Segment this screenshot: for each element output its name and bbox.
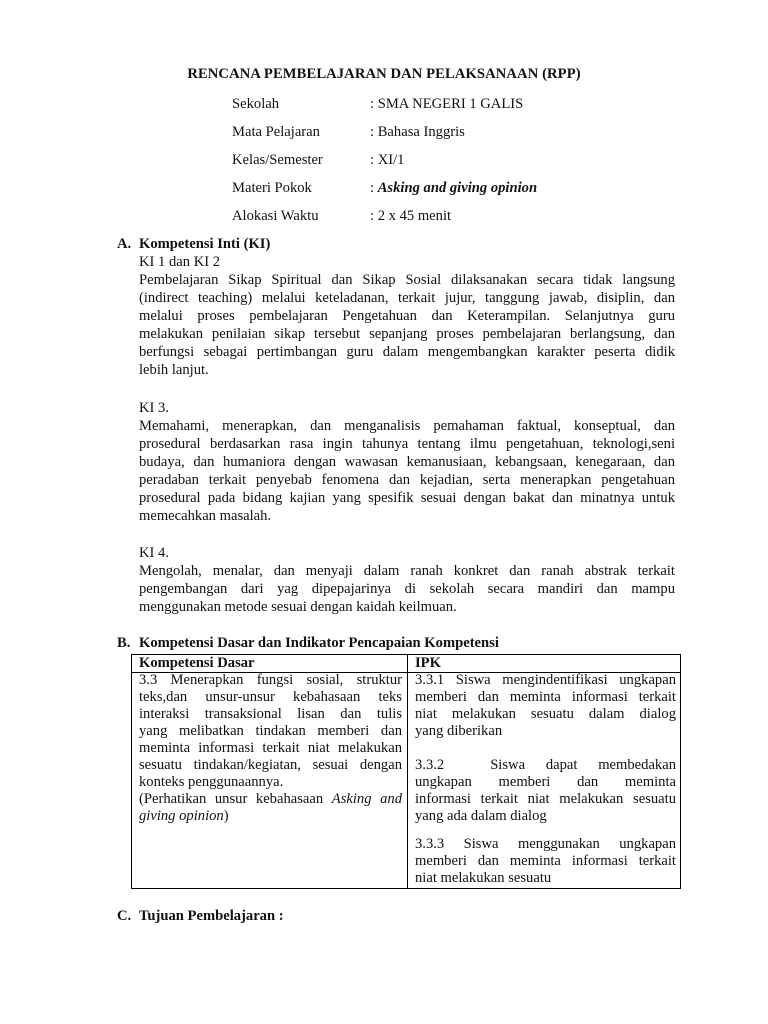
table-header-ipk: IPK	[415, 655, 441, 671]
ipk-line: ungkapan memberi dan meminta	[415, 774, 676, 790]
kd-note-line	[139, 791, 402, 808]
table-header-kd: Kompetensi Dasar	[139, 655, 255, 671]
meta-value	[370, 180, 537, 197]
meta-label: Alokasi Waktu	[232, 208, 319, 224]
ki4-line: Mengolah, menalar, dan menyaji dalam ranah konkret dan ranah abstrak terkait	[139, 563, 675, 579]
ipk-line: memberi dan meminta informasi terkait	[415, 853, 676, 869]
kd-line: konteks penggunaannya.	[139, 774, 284, 790]
ki3-line: memecahkan masalah.	[139, 508, 272, 524]
ipk-line	[415, 757, 676, 774]
section-c-letter: C.	[117, 908, 132, 924]
ipk-number: 3.3.2	[415, 757, 445, 773]
ipk-line: yang diberikan	[415, 723, 503, 739]
kd-note-italic: giving opinion	[139, 808, 224, 824]
meta-value: : XI/1	[370, 152, 405, 168]
section-b-letter: B.	[117, 635, 131, 651]
kd-line: sesuatu tindakan/kegiatan, sesuai dengan	[139, 757, 402, 773]
ipk-line: yang ada dalam dialog	[415, 808, 547, 824]
ipk-line: memberi dan meminta informasi terkait	[415, 689, 676, 705]
meta-value-prefix: :	[370, 180, 378, 196]
ki12-line: (indirect teaching) melalui keteladanan, terkait jujur, tanggung jawab, disiplin, dan	[139, 290, 675, 306]
section-a-heading: Kompetensi Inti (KI)	[139, 236, 271, 252]
kd-line: yang melibatkan tindakan memberi dan	[139, 723, 402, 739]
section-c-heading: Tujuan Pembelajaran :	[139, 908, 284, 924]
ki12-line: berfungsi sebagai pertimbangan guru dalam mengembangkan karakter peserta didik	[139, 344, 675, 360]
ipk-line: niat melakukan sesuatu dalam dialog	[415, 706, 676, 722]
kd-note-italic: Asking and	[331, 791, 402, 807]
ki3-label: KI 3.	[139, 400, 169, 416]
kd-line: 3.3 Menerapkan fungsi sosial, struktur	[139, 672, 402, 688]
kd-line: interaksi transaksional lisan dan tulis	[139, 706, 402, 722]
ki12-line: melalui proses pembelajaran Pengetahuan dan Keterampilan. Selanjutnya guru	[139, 308, 675, 324]
competency-table	[131, 654, 681, 889]
ki3-line: peradaban terkait penyebab fenomena dan kejadian, serta menerapkan pengetahuan	[139, 472, 675, 488]
ki3-line: prosedural berdasarkan rasa ingin tahunya tentang ilmu pengetahuan, teknologi,seni	[139, 436, 675, 452]
ki3-line: budaya, dan humaniora dengan wawasan kemanusiaan, kebangsaan, kenegaraan, dan	[139, 454, 675, 470]
kd-note-prefix: (Perhatikan unsur kebahasaan	[139, 791, 332, 807]
meta-label: Sekolah	[232, 96, 280, 112]
ipk-line: informasi terkait niat melakukan sesuatu	[415, 791, 676, 807]
kd-note-suffix: )	[223, 808, 229, 824]
meta-label: Mata Pelajaran	[232, 124, 320, 140]
document-title: RENCANA PEMBELAJARAN DAN PELAKSANAAN (RPP)	[187, 66, 581, 82]
meta-value: : Bahasa Inggris	[370, 124, 465, 140]
ki4-line: pengembangan dari yag dipepajarinya di sekolah secara mandiri dan mampu	[139, 581, 675, 597]
meta-label: Materi Pokok	[232, 180, 312, 196]
ki3-line: prosedural pada bidang kajian yang spesifik sesuai dengan bakat dan minatnya untuk	[139, 490, 675, 506]
ipk-text: Siswa dapat membedakan	[490, 757, 676, 773]
section-b-heading: Kompetensi Dasar dan Indikator Pencapaian Kompetensi	[139, 635, 499, 651]
table-column-divider	[407, 655, 408, 888]
ipk-line: 3.3.1 Siswa mengindentifikasi ungkapan	[415, 672, 676, 688]
ki12-line: lebih lanjut.	[139, 362, 209, 378]
ipk-line: niat melakukan sesuatu	[415, 870, 552, 886]
meta-value: : 2 x 45 menit	[370, 208, 452, 224]
meta-value: : SMA NEGERI 1 GALIS	[370, 96, 524, 112]
meta-value-topic: Asking and giving opinion	[377, 180, 538, 196]
meta-label: Kelas/Semester	[232, 152, 323, 168]
ki4-label: KI 4.	[139, 545, 169, 561]
ki4-line: menggunakan metode sesuai dengan kaidah keilmuan.	[139, 599, 457, 615]
ki12-label: KI 1 dan KI 2	[139, 254, 221, 270]
ki12-line: Pembelajaran Sikap Spiritual dan Sikap Sosial dilaksanakan secara tidak langsung	[139, 272, 675, 288]
section-a-letter: A.	[117, 236, 132, 252]
kd-line: teks,dan unsur-unsur kebahasaan teks	[139, 689, 402, 705]
ki12-line: melakukan penilaian sikap tersebut sepanjang proses pembelajaran berlangsung, dan	[139, 326, 675, 342]
kd-note-line	[139, 808, 229, 825]
ipk-line: 3.3.3 Siswa menggunakan ungkapan	[415, 836, 676, 852]
kd-line: meminta informasi terkait niat melakukan	[139, 740, 402, 756]
ki3-line: Memahami, menerapkan, dan menganalisis pemahaman faktual, konseptual, dan	[139, 418, 675, 434]
